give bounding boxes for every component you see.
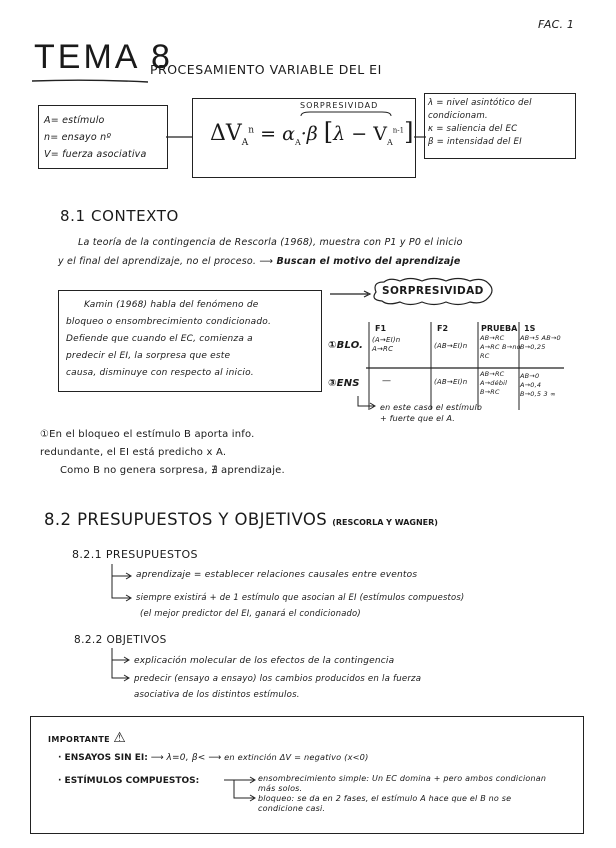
arrow-icon: ⟶	[150, 753, 167, 763]
contexto-line-2b: Buscan el motivo del aprendizaje	[276, 256, 461, 267]
subheading-objetivos: 8.2.2 OBJETIVOS	[74, 634, 167, 646]
presupuesto-2b: (el mejor predictor del EI, ganará el condicionado)	[140, 608, 361, 618]
table-header-prueba: PRUEBA	[481, 324, 518, 333]
contexto-line-2a: y el final del aprendizaje, no el proceso.	[58, 256, 257, 267]
important-3b: bloqueo: se da en 2 fases, el estímulo A hace que el B no se condicione casi.	[258, 794, 512, 813]
sorpresividad-label: SORPRESIVIDAD	[382, 285, 484, 297]
important-line-2	[58, 776, 199, 786]
title-subtitle: PROCESAMIENTO VARIABLE DEL EI	[150, 62, 382, 77]
important-1c: en extinción ΔV = negativo (x<0)	[224, 752, 369, 762]
arrow-icon: ⟶	[259, 256, 277, 267]
legend-right-item: λ = nivel asintótico del condicionam.	[428, 98, 532, 121]
legend-left-item: n= ensayo nº	[44, 132, 111, 143]
important-line-1	[58, 752, 368, 763]
table-cell: AB→5 AB→0 B→0,25	[520, 334, 561, 351]
presupuesto-2a: siempre existirá + de 1 estímulo que asocian al EI (estímulos compuestos)	[136, 592, 465, 602]
objetivo-2a: predecir (ensayo a ensayo) los cambios producidos en la fuerza	[134, 674, 422, 684]
table-note-line: en este caso el estímulo	[380, 403, 483, 412]
important-1b: λ=0, β<	[166, 753, 206, 763]
section-heading-contexto: 8.1 CONTEXTO	[60, 207, 179, 225]
title-underline	[30, 78, 150, 84]
table-cell: AB→0 A→0,4 B→0,5 3 ∞	[520, 372, 556, 398]
kamin-line: predecir el EI, la sorpresa que este	[66, 351, 231, 361]
legend-left-item: A= estímulo	[44, 115, 105, 126]
table-note	[380, 402, 482, 424]
bloqueo-line: Como B no genera sorpresa, ∄ aprendizaje.	[60, 465, 285, 476]
formula-bracket-open: [	[323, 118, 334, 146]
table-row-label: ③ENS	[328, 378, 360, 389]
table-cell: (AB→EI)n	[434, 378, 468, 386]
important-label-text: IMPORTANTE	[48, 735, 111, 744]
warning-icon: ⚠	[113, 730, 127, 746]
bloqueo-line: ①En el bloqueo el estímulo B aporta info.	[40, 429, 255, 440]
legend-left-item: V= fuerza asociativa	[44, 149, 147, 160]
kamin-line: bloqueo o ensombrecimiento condicionado.	[66, 317, 272, 327]
formula-alpha: α	[282, 123, 295, 145]
arrow-icon: ⟶	[208, 753, 225, 763]
formula-beta: ·β	[300, 123, 318, 145]
important-1a: · ENSAYOS SIN EI:	[58, 753, 148, 763]
important-2a: · ESTÍMULOS COMPUESTOS:	[58, 776, 200, 786]
section2-heading: 8.2 PRESUPUESTOS Y OBJETIVOS	[44, 510, 328, 529]
formula	[210, 118, 413, 148]
table-header-f1: F1	[375, 324, 387, 333]
formula-v-sub: A	[386, 137, 393, 147]
table-cell: (A→EI)n A→RC	[372, 336, 401, 353]
table-cell: —	[382, 376, 392, 386]
table-cell: AB→RC A→RC B→no RC	[480, 334, 521, 360]
formula-lhs-sub: A	[241, 137, 249, 148]
objetivo-2b: asociativa de los distintos estímulos.	[134, 690, 300, 700]
kamin-line: causa, disminuye con respecto al inicio.	[66, 368, 254, 378]
formula-lhs-sup: n	[248, 125, 255, 136]
bloqueo-note	[40, 426, 285, 480]
formula-eq: =	[260, 123, 277, 145]
table-cell: AB→RC A→débil B→RC	[480, 370, 508, 396]
important-tree	[224, 772, 260, 806]
subheading-presupuestos: 8.2.1 PRESUPUESTOS	[72, 548, 198, 561]
formula-brace	[300, 111, 392, 117]
kamin-line: Defiende que cuando el EC, comienza a	[66, 334, 253, 344]
kamin-text	[66, 297, 271, 382]
formula-lhs: ΔV	[210, 121, 242, 146]
formula-alpha-sub: A	[294, 137, 301, 147]
objetivos-tree	[110, 648, 136, 688]
formula-bracket-close: ]	[404, 118, 414, 146]
formula-lambda: λ −	[333, 123, 368, 145]
important-2b: ensombrecimiento simple: Un EC domina + pero ambos condicionan más solos.	[258, 774, 547, 793]
kamin-line: Kamin (1968) habla del fenómeno de	[84, 300, 259, 310]
table-note-line: + fuerte que el A.	[380, 414, 456, 423]
contexto-line-2	[58, 256, 460, 267]
formula-overlabel: SORPRESIVIDAD	[300, 101, 379, 110]
page-label: FAC. 1	[538, 18, 575, 31]
arrow-to-sorpresividad	[330, 290, 374, 298]
table-header-f2: F2	[437, 324, 449, 333]
section-heading-presupuestos	[44, 510, 438, 529]
formula-v: V	[373, 123, 387, 145]
important-label	[48, 730, 126, 746]
bloqueo-line: redundante, el EI está predicho x A.	[40, 447, 227, 458]
legend-right-item: κ = saliencia del EC	[428, 124, 518, 134]
table-row-label: ①BLO.	[328, 340, 364, 351]
table-note-arrow	[356, 396, 378, 410]
contexto-line-1: La teoría de la contingencia de Rescorla (1968), muestra con P1 y P0 el inicio	[78, 237, 463, 248]
table-cell: (AB→EI)n	[434, 342, 468, 350]
section2-heading-note: (RESCORLA Y WAGNER)	[332, 518, 438, 527]
legend-right-item: β = intensidad del EI	[428, 137, 522, 147]
formula-v-sup: n-1	[392, 126, 405, 135]
legend-left	[44, 112, 147, 163]
presupuesto-1: aprendizaje = establecer relaciones causales entre eventos	[136, 570, 418, 580]
legend-right	[428, 97, 574, 149]
objetivo-1: explicación molecular de los efectos de la contingencia	[134, 656, 395, 666]
tema-heading: TEMA 8	[34, 38, 173, 76]
table-header-1s: 1S	[524, 324, 536, 333]
presupuestos-tree	[110, 564, 136, 604]
